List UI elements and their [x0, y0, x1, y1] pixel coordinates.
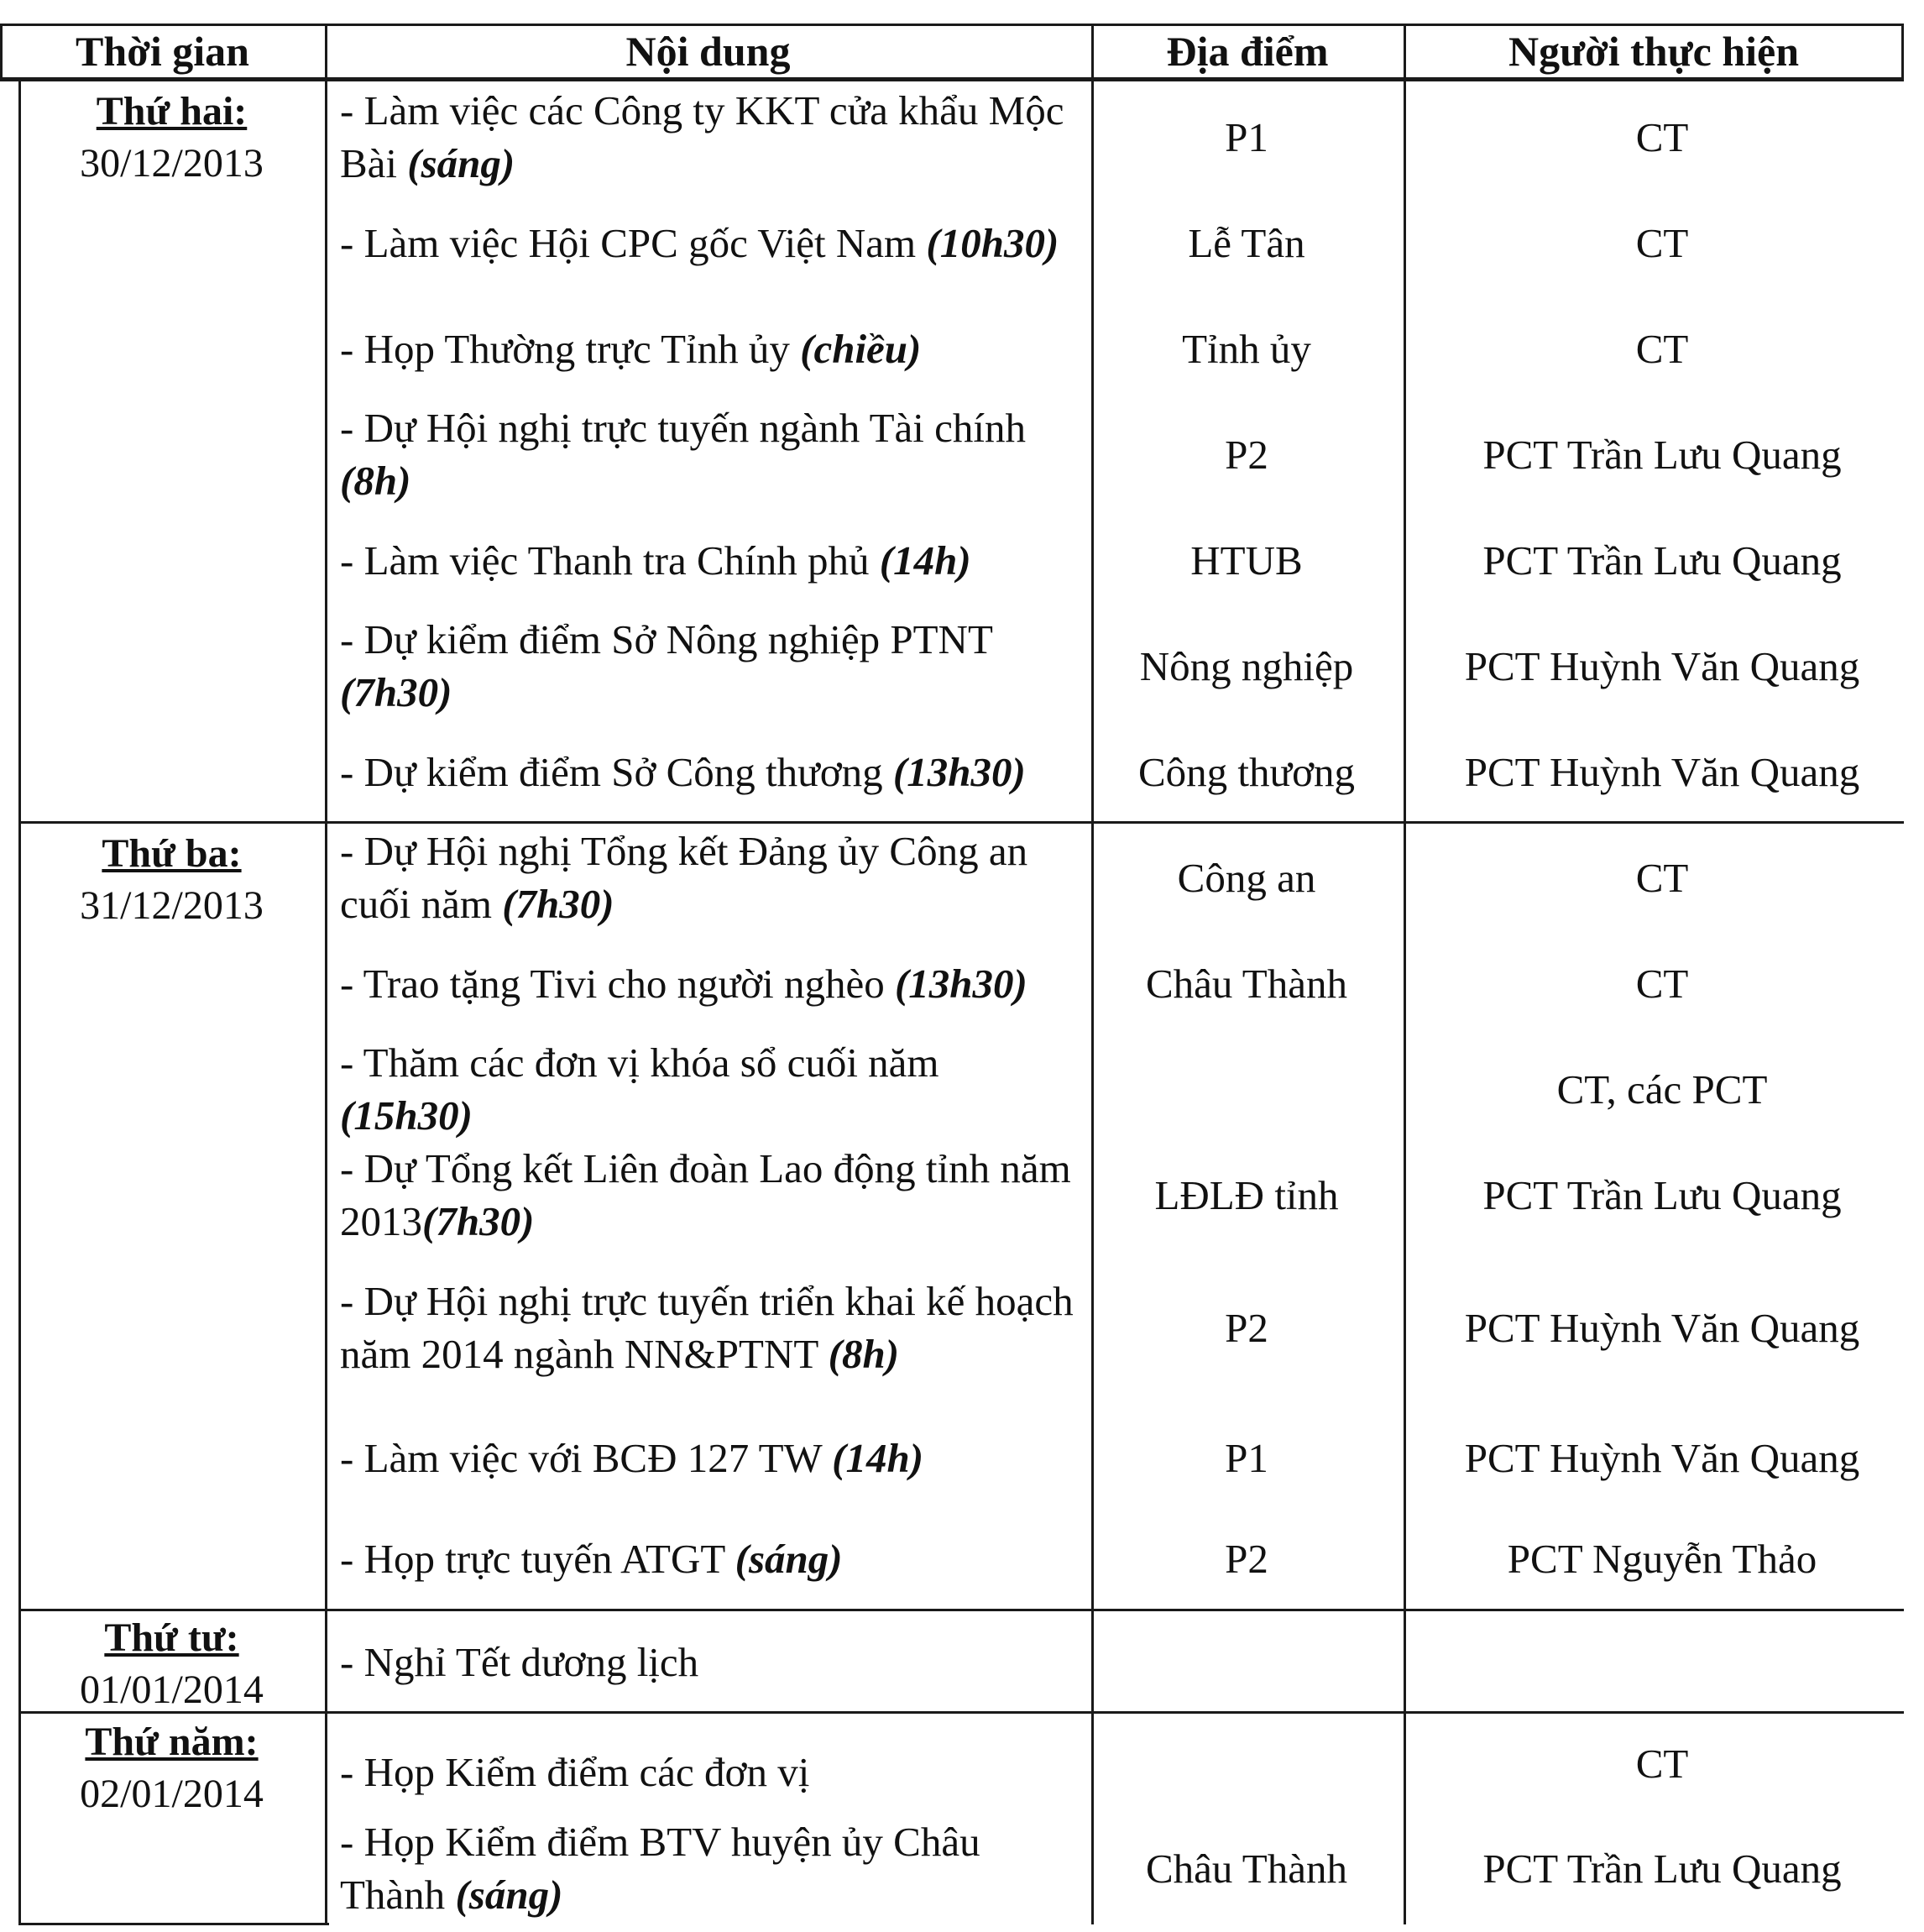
day-name: Thứ năm:	[85, 1720, 259, 1764]
event-text: - Họp Thường trực Tỉnh ủy	[340, 325, 801, 372]
table-row-content	[340, 1036, 1079, 1142]
day-name: Thứ ba:	[102, 831, 242, 876]
table-row-person: CT	[1635, 960, 1689, 1007]
table-row-place: Công thương	[1137, 748, 1355, 795]
table-row-place: Châu Thành	[1146, 960, 1347, 1007]
table-row-place: LĐLĐ tỉnh	[1154, 1171, 1339, 1218]
event-text: - Dự kiểm điểm Sở Công thương	[340, 748, 893, 795]
event-time: (15h30)	[340, 1092, 473, 1139]
table-row-content	[340, 613, 1079, 719]
table-row-place: Nông nghiệp	[1139, 642, 1354, 689]
event-time: (7h30)	[502, 881, 614, 927]
event-text: - Họp Kiểm điểm BTV huyện ủy Châu Thành	[340, 1819, 980, 1918]
event-time: (13h30)	[892, 748, 1026, 795]
table-row-place	[1091, 1612, 1402, 1711]
header-person: Người thực hiện	[1508, 28, 1800, 75]
event-time: (sáng)	[735, 1535, 843, 1582]
event-time: (8h)	[340, 458, 411, 504]
event-time: (sáng)	[407, 140, 515, 186]
event-text: - Làm việc với BCĐ 127 TW	[340, 1434, 833, 1481]
event-text: - Dự Tổng kết Liên đoàn Lao động tỉnh năm 2013	[340, 1145, 1071, 1244]
table-row-place: P2	[1225, 1304, 1268, 1351]
table-row-person: CT, các PCT	[1556, 1065, 1768, 1113]
table-row-place: P1	[1225, 113, 1268, 160]
table-row-place: P1	[1225, 1434, 1268, 1481]
event-text: - Nghỉ Tết dương lịch	[340, 1638, 699, 1685]
event-text: - Họp trực tuyến ATGT	[340, 1535, 735, 1582]
event-text: - Làm việc Hội CPC gốc Việt Nam	[340, 219, 927, 266]
day-label	[18, 828, 325, 932]
table-row-person: PCT Huỳnh Văn Quang	[1464, 748, 1860, 795]
event-time: (chiều)	[800, 325, 922, 372]
table-row-place: Tỉnh ủy	[1182, 325, 1311, 372]
table-row-person: CT	[1635, 854, 1689, 901]
table-row-person	[1410, 1612, 1914, 1711]
table-row-content	[340, 1612, 1079, 1711]
table-row-person: CT	[1635, 219, 1689, 266]
day-date: 31/12/2013	[80, 883, 264, 928]
header-place: Địa điểm	[1166, 28, 1329, 75]
table-row-content	[340, 1248, 1079, 1407]
event-text: - Trao tặng Tivi cho người nghèo	[340, 960, 895, 1007]
table-row-place	[1091, 1730, 1402, 1814]
table-row-place: Lễ Tân	[1188, 219, 1305, 266]
table-row-person: PCT Nguyễn Thảo	[1507, 1535, 1817, 1582]
header-time: Thời gian	[76, 28, 249, 75]
table-row-content	[340, 1407, 1079, 1508]
event-time: (14h)	[832, 1434, 924, 1481]
table-bottom-border	[18, 1923, 329, 1925]
event-text: - Làm việc Thanh tra Chính phủ	[340, 537, 880, 584]
day-separator	[18, 1609, 1904, 1611]
day-date: 02/01/2014	[80, 1772, 264, 1816]
event-time: (7h30)	[422, 1198, 535, 1244]
table-row-place: Châu Thành	[1146, 1845, 1347, 1892]
day-label	[18, 86, 325, 190]
event-time: (14h)	[879, 537, 971, 584]
event-text: - Dự kiểm điểm Sở Nông nghiệp PTNT	[340, 616, 992, 662]
table-row-content	[340, 930, 1079, 1036]
table-row-person: PCT Huỳnh Văn Quang	[1464, 1304, 1860, 1351]
table-row-person: PCT Huỳnh Văn Quang	[1464, 642, 1860, 689]
table-row-content	[340, 1142, 1079, 1248]
day-label	[18, 1716, 325, 1820]
column-divider	[1404, 24, 1406, 1924]
table-row-person: PCT Trần Lưu Quang	[1482, 537, 1842, 584]
event-time: (sáng)	[455, 1872, 563, 1918]
event-time: (8h)	[828, 1331, 900, 1377]
table-row-content	[340, 296, 1079, 401]
day-name: Thứ tư:	[104, 1615, 239, 1660]
event-time: (7h30)	[340, 669, 452, 715]
table-row-content	[340, 84, 1079, 190]
event-text: - Họp Kiểm điểm các đơn vị	[340, 1748, 810, 1795]
table-row-content	[340, 1814, 1079, 1923]
event-text: - Dự Hội nghị trực tuyến ngành Tài chính	[340, 405, 1026, 451]
table-row-content	[340, 1730, 1079, 1814]
event-text: - Thăm các đơn vị khóa sổ cuối năm	[340, 1039, 939, 1086]
event-time: (10h30)	[926, 219, 1059, 266]
table-row-place	[1091, 1036, 1402, 1142]
day-name: Thứ hai:	[96, 89, 248, 134]
table-row-person: PCT Huỳnh Văn Quang	[1464, 1434, 1860, 1481]
table-row-person: CT	[1635, 113, 1689, 160]
day-date: 01/01/2014	[80, 1668, 264, 1712]
event-text: - Dự Hội nghị Tổng kết Đảng ủy Công an cuối năm	[340, 828, 1028, 927]
table-row-person: PCT Trần Lưu Quang	[1482, 431, 1842, 478]
table-row-person: CT	[1635, 325, 1689, 372]
day-date: 30/12/2013	[80, 141, 264, 186]
table-row-place: Công an	[1177, 854, 1316, 901]
table-row-content	[340, 719, 1079, 825]
event-text: - Dự Hội nghị trực tuyến triển khai kế hoạch năm 2014 ngành NN&PTNT	[340, 1278, 1074, 1377]
table-row-place: HTUB	[1190, 537, 1303, 584]
day-label	[18, 1612, 325, 1716]
table-row-person: PCT Trần Lưu Quang	[1482, 1171, 1842, 1218]
table-row-content	[340, 1508, 1079, 1609]
event-time: (13h30)	[894, 960, 1027, 1007]
event-text: - Làm việc các Công ty KKT cửa khẩu Mộc Bài	[340, 87, 1064, 186]
table-row-content	[340, 190, 1079, 296]
table-row-place: P2	[1225, 431, 1268, 478]
table-row-content	[340, 401, 1079, 507]
table-row-content	[340, 507, 1079, 613]
table-row-person: PCT Trần Lưu Quang	[1482, 1845, 1842, 1892]
table-row-content	[340, 825, 1079, 930]
table-row-place: P2	[1225, 1535, 1268, 1582]
table-row-person: CT	[1635, 1740, 1689, 1787]
header-content: Nội dung	[625, 28, 791, 75]
column-divider	[325, 24, 327, 1924]
